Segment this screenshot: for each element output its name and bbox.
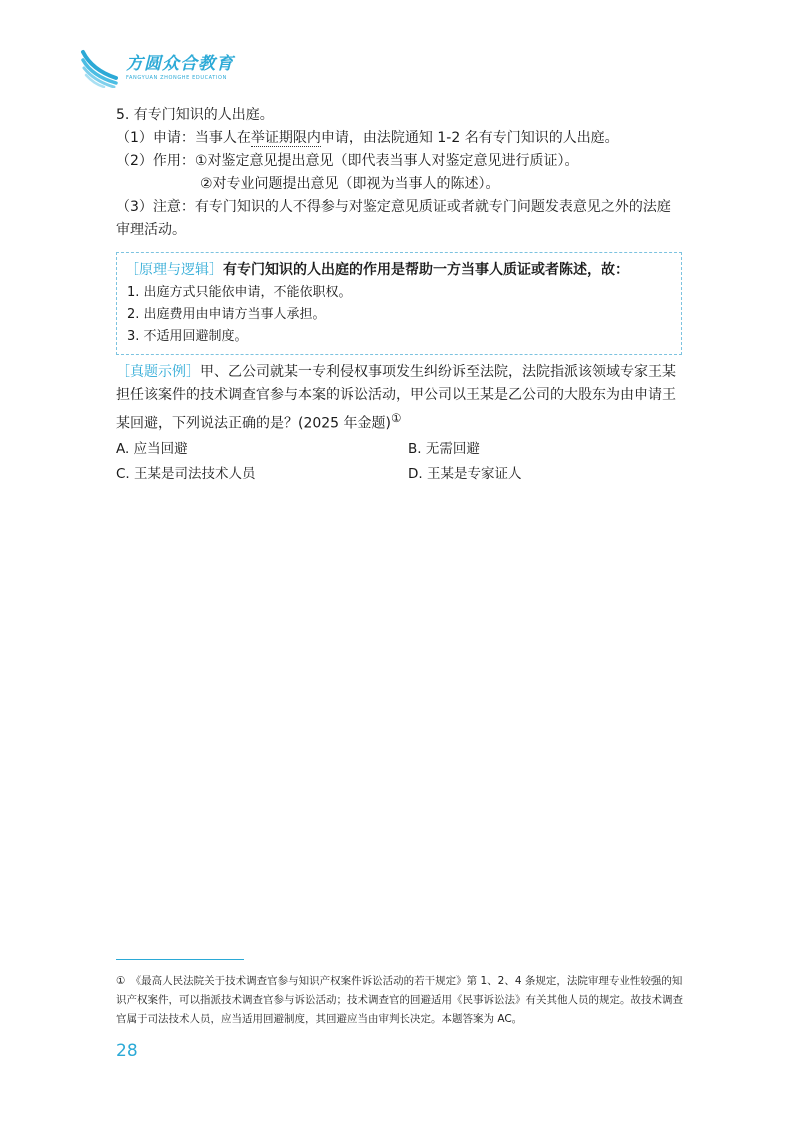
option-d: D. 王某是专家证人 [408, 465, 522, 482]
option-a: A. 应当回避 [116, 440, 188, 457]
footnote-divider [116, 959, 244, 960]
answer-options [116, 438, 682, 486]
apply-text-post: 申请，由法院通知 1-2 名有专门知识的人出庭。 [320, 130, 619, 146]
footnote: ① 《最高人民法院关于技术调查官参与知识产权案件诉讼活动的若干规定》第 1、2、4 条规定，法院审理专业性较强的知识产权案件，可以指派技术调查官参与诉讼活动；技术调查官的回避适用《民事诉讼法》有关其他人员的规定。故技术调查官属于司法技术人员，应当适用回避制度，其回避应当由审判长决定。本题答案为 AC。 [116, 975, 683, 1025]
option-c: C. 王某是司法技术人员 [116, 465, 256, 482]
function-item-1: ①对鉴定意见提出意见（即代表当事人对鉴定意见进行质证）。 [194, 153, 579, 169]
footnote-ref: ① [391, 411, 402, 425]
function-line-1 [116, 150, 682, 173]
main-content [116, 104, 682, 486]
principle-title-line [125, 259, 671, 282]
principle-title: 有专门知识的人出庭的作用是帮助一方当事人质证或者陈述，故： [223, 262, 629, 278]
example-paragraph [116, 361, 682, 436]
principle-item: 3. 不适用回避制度。 [127, 329, 248, 344]
page-number: 28 [116, 1041, 138, 1061]
principle-tag: ［原理与逻辑］ [125, 262, 223, 278]
apply-text-marked: 举证期限内 [250, 130, 321, 146]
section-heading: 5. 有专门知识的人出庭。 [116, 107, 274, 123]
apply-line [116, 127, 682, 150]
option-b: B. 无需回避 [408, 440, 480, 457]
example-text: 甲、乙公司就某一专利侵权事项发生纠纷诉至法院，法院指派该领域专家王某担任该案件的技术调查官参与本案的诉讼活动，甲公司以王某是乙公司的大股东为由申请王某回避，下列说法正确的是？(2025 年金题) [116, 364, 676, 432]
principle-item: 2. 出庭费用由申请方当事人承担。 [127, 307, 326, 322]
function-label: （2）作用： [116, 153, 195, 169]
example-tag: ［真题示例］ [116, 364, 200, 380]
apply-label: （1）申请： [116, 130, 195, 146]
note-paragraph: （3）注意：有专门知识的人不得参与对鉴定意见质证或者就专门问题发表意见之外的法庭审理活动。 [116, 199, 671, 238]
brand-logo [80, 48, 234, 88]
brand-name-en: FANGYUAN ZHONGHE EDUCATION [126, 74, 227, 81]
brand-name: 方圆众合教育 [126, 53, 234, 74]
principle-item: 1. 出庭方式只能依申请，不能依职权。 [127, 285, 352, 300]
principle-box [116, 252, 682, 355]
apply-text-pre: 当事人在 [194, 130, 251, 146]
logo-wave-icon [80, 48, 122, 88]
function-item-2: ②对专业问题提出意见（即视为当事人的陈述）。 [200, 176, 500, 192]
